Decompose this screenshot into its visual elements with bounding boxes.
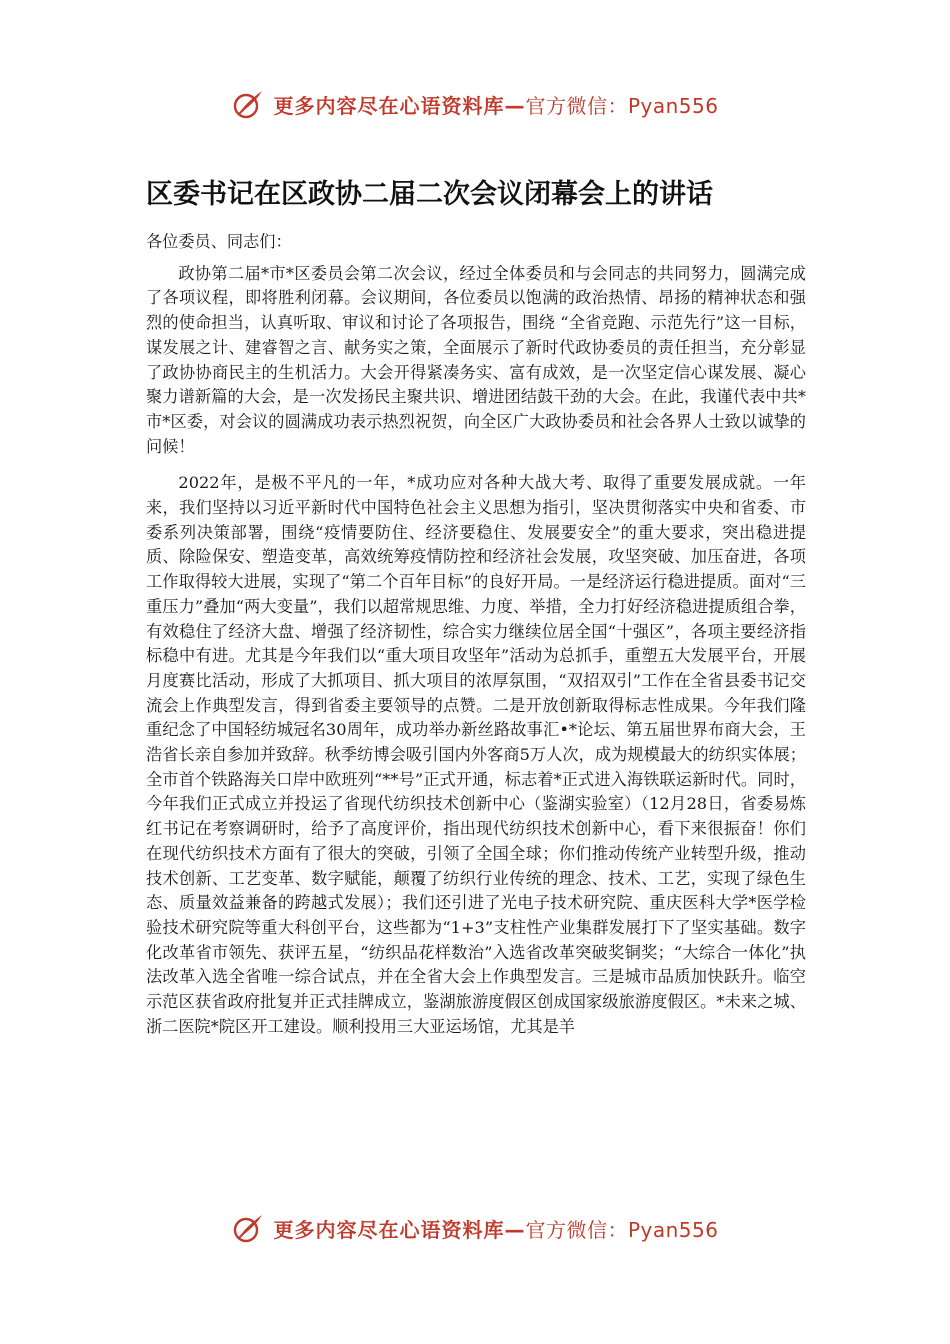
- salutation: 各位委员、同志们：: [146, 232, 292, 251]
- paragraph-2: 2022年，是极不平凡的一年，*成功应对各种大战大考、取得了重要发展成就。一年来，我们坚持以习近平新时代中国特色社会主义思想为指引，坚决贯彻落实中央和省委、市委系列决策部署，围绕“疫情要防住、经济要稳住、发展要安全”的重大要求，突出稳进提质、除险保安、塑造变革，高效统筹疫情防控和经济社会发展，攻坚突破、加压奋进，各项工作取得较大进展，实现了“第二个百年目标”的良好开局。一是经济运行稳进提质。面对“三重压力”叠加“两大变量”，我们以超常规思维、力度、举措，全力打好经济稳进提质组合拳，有效稳住了经济大盘、增强了经济韧性，综合实力继续位居全国“十强区”，各项主要经济指标稳中有进。尤其是今年我们以“重大项目攻坚年”活动为总抓手，重塑五大发展平台，开展月度赛比活动，形成了大抓项目、抓大项目的浓厚氛围，“双招双引”工作在全省县委书记交流会上作典型发言，得到省委主要领导的点赞。二是开放创新取得标志性成果。今年我们隆重纪念了中国轻纺城冠名30周年，成功举办新丝路故事汇•*论坛、第五届世界布商大会，王浩省长亲自参加并致辞。秋季纺博会吸引国内外客商5万人次，成为规模最大的纺织实体展；全市首个铁路海关口岸中欧班列“**号”正式开通，标志着*正式进入海铁联运新时代。同时，今年我们正式成立并投运了省现代纺织技术创新中心（鉴湖实验室）（12月28日，省委易炼红书记在考察调研时，给予了高度评价，指出现代纺织技术创新中心，看下来很振奋！你们在现代纺织技术方面有了很大的突破，引领了全国全球；你们推动传统产业转型升级，推动技术创新、工艺变革、数字赋能，颠覆了纺织行业传统的理念、技术、工艺，实现了绿色生态、质量效益兼备的跨越式发展）；我们还引进了光电子技术研究院、重庆医科大学*医学检验技术研究院等重大科创平台，这些都为“1+3”支柱性产业集群发展打下了坚实基础。数字化改革省市领先、获评五星，“纺织品花样数治”入选省改革突破奖铜奖；“大综合一体化”执法改革入选全省唯一综合试点，并在全省大会上作典型发言。三是城市品质加快跃升。临空示范区获省政府批复并正式挂牌成立，鉴湖旅游度假区创成国家级旅游度假区。*未来之城、浙二医院*院区开工建设。顺利投用三大亚运场馆，尤其是羊: [146, 473, 806, 1036]
- banner-text: 更多内容尽在心语资料库—: [273, 93, 526, 118]
- header-watermark-banner: [0, 84, 950, 124]
- document-body: [146, 230, 806, 1052]
- footer-watermark-banner: [0, 1208, 950, 1248]
- banner-text: 更多内容尽在心语资料库—: [273, 1217, 526, 1242]
- banner-wechat: 官方微信：Pyan556: [525, 1217, 719, 1242]
- quill-pen-logo-icon: [231, 87, 265, 121]
- paragraph-1: 政协第二届*市*区委员会第二次会议，经过全体委员和与会同志的共同努力，圆满完成了各项议程，即将胜利闭幕。会议期间，各位委员以饱满的政治热情、昂扬的精神状态和强烈的使命担当，认真听取、审议和讨论了各项报告，围绕 “全省竞跑、示范先行”这一目标，谋发展之计、建睿智之言、献务实之策，全面展示了新时代政协委员的责任担当，充分彰显了政协协商民主的生机活力。大会开得紧凑务实、富有成效，是一次坚定信心谋发展、凝心聚力谱新篇的大会，是一次发扬民主聚共识、增进团结鼓干劲的大会。在此，我谨代表中共*市*区委，对会议的圆满成功表示热烈祝贺，向全区广大政协委员和社会各界人士致以诚挚的问候！: [146, 263, 806, 456]
- banner-wechat: 官方微信：Pyan556: [525, 93, 719, 118]
- quill-pen-logo-icon: [231, 1211, 265, 1245]
- document-title: 区委书记在区政协二届二次会议闭幕会上的讲话: [146, 179, 713, 210]
